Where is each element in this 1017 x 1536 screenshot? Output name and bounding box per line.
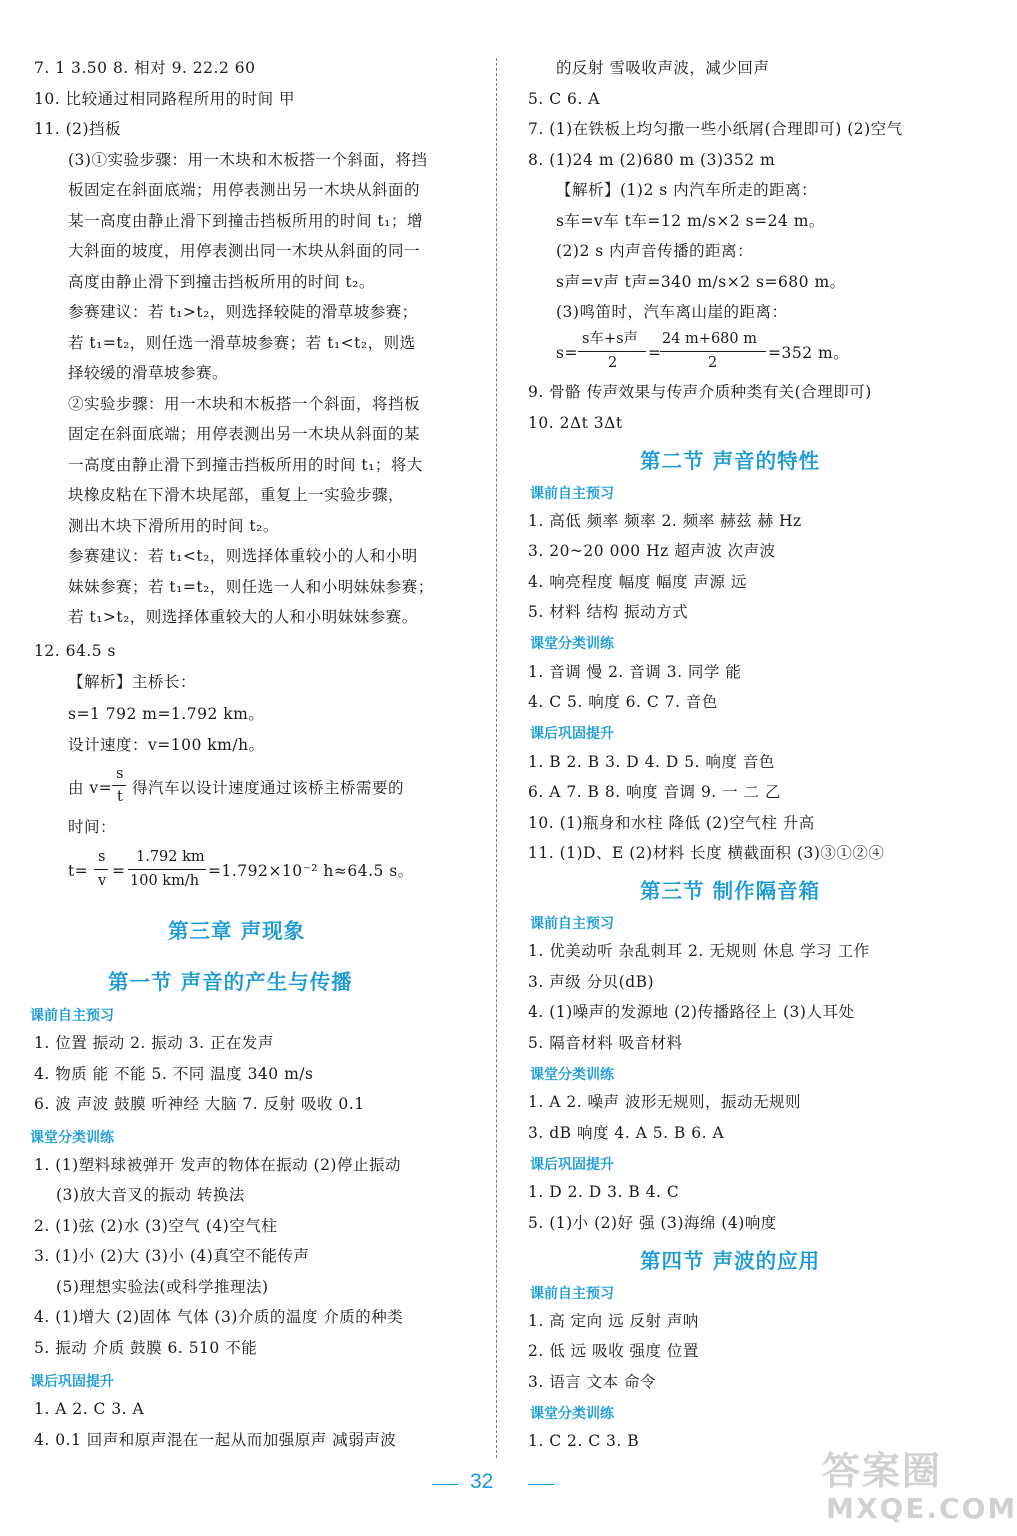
formula-line: s= bbox=[556, 344, 578, 362]
answer-line: 8. (1)24 m (2)680 m (3)352 m bbox=[528, 151, 776, 169]
watermark-bottom-text: MXQE.COM bbox=[826, 1492, 1017, 1525]
answer-line: 4. C 5. 响度 6. C 7. 音色 bbox=[528, 693, 718, 711]
answer-line: 1. A 2. 噪声 波形无规则，振动无规则 bbox=[528, 1093, 801, 1111]
column-divider bbox=[496, 58, 497, 1458]
answer-line: 3. (1)小 (2)大 (3)小 (4)真空不能传声 bbox=[34, 1247, 310, 1265]
fraction-bar bbox=[578, 351, 646, 352]
answer-line: 5. 隔音材料 吸音材料 bbox=[528, 1034, 683, 1052]
section-title: 第二节 声音的特性 bbox=[640, 449, 821, 473]
answer-line: 1. B 2. B 3. D 4. D 5. 响度 音色 bbox=[528, 753, 775, 771]
subsection-heading: 课堂分类训练 bbox=[30, 1130, 114, 1146]
answer-line: 11. (1)D、E (2)材料 长度 横截面积 (3)③①②④ bbox=[528, 844, 885, 862]
subsection-heading: 课前自主预习 bbox=[530, 486, 614, 502]
subsection-heading: 课前自主预习 bbox=[530, 916, 614, 932]
fraction-numerator: 1.792 km bbox=[136, 849, 205, 865]
answer-line: 参赛建议：若 t₁<t₂，则选择体重较小的人和小明 bbox=[68, 547, 418, 565]
answer-line: 5. 振动 介质 鼓膜 6. 510 不能 bbox=[34, 1339, 258, 1357]
answer-line: 4. (1)噪声的发源地 (2)传播路径上 (3)人耳处 bbox=[528, 1003, 855, 1021]
formula-line: =1.792×10⁻² h≈64.5 s。 bbox=[208, 862, 414, 880]
answer-line: 若 t₁>t₂，则选择体重较大的人和小明妹妹参赛。 bbox=[68, 608, 418, 626]
answer-line: 1. D 2. D 3. B 4. C bbox=[528, 1183, 680, 1201]
fraction-bar bbox=[94, 869, 108, 870]
fraction-bar bbox=[660, 351, 766, 352]
page-number-dash-right bbox=[528, 1484, 554, 1485]
answer-line: 7. (1)在铁板上均匀撒一些小纸屑(合理即可) (2)空气 bbox=[528, 120, 903, 138]
watermark-top-text: 答案圈 bbox=[822, 1449, 943, 1493]
subsection-heading: 课前自主预习 bbox=[30, 1008, 114, 1024]
answer-line: 3. dB 响度 4. A 5. B 6. A bbox=[528, 1124, 725, 1142]
answer-line: 1. A 2. C 3. A bbox=[34, 1400, 145, 1418]
answer-line: 固定在斜面底端；用停表测出另一木块从斜面的某 bbox=[68, 425, 421, 443]
analysis-label: 【解析】(1)2 s 内汽车所走的距离： bbox=[556, 181, 818, 199]
answer-line: ②实验步骤：用一木块和木板搭一个斜面，将挡板 bbox=[68, 395, 421, 413]
answer-line: 板固定在斜面底端；用停表测出另一木块从斜面的 bbox=[68, 181, 421, 199]
subsection-heading: 课前自主预习 bbox=[530, 1286, 614, 1302]
answer-line: 5. 材料 结构 振动方式 bbox=[528, 603, 689, 621]
formula-line: (2)2 s 内声音传播的距离： bbox=[556, 242, 754, 260]
fraction-denominator: 100 km/h bbox=[130, 873, 200, 889]
subsection-heading: 课后巩固提升 bbox=[530, 726, 614, 742]
fraction-denominator: v bbox=[98, 873, 107, 889]
answer-line: 7. 1 3.50 8. 相对 9. 22.2 60 bbox=[34, 59, 256, 77]
answer-line: 4. 物质 能 不能 5. 不同 温度 340 m/s bbox=[34, 1065, 314, 1083]
answer-line: 2. 低 远 吸收 强度 位置 bbox=[528, 1342, 699, 1360]
answer-line: 4. (1)增大 (2)固体 气体 (3)介质的温度 介质的种类 bbox=[34, 1308, 404, 1326]
formula-line: 时间： bbox=[68, 818, 117, 836]
answer-line: 12. 64.5 s bbox=[34, 642, 116, 660]
answer-line: 参赛建议：若 t₁>t₂，则选择较陡的滑草坡参赛； bbox=[68, 303, 418, 321]
answer-line: 高度由静止滑下到撞击挡板所用的时间 t₂。 bbox=[68, 273, 375, 291]
answer-line: 3. 20~20 000 Hz 超声波 次声波 bbox=[528, 542, 776, 560]
answer-line: 1. 高 定向 远 反射 声呐 bbox=[528, 1312, 699, 1330]
analysis-label: 【解析】主桥长： bbox=[68, 673, 197, 691]
answer-line: 若 t₁=t₂，则任选一滑草坡参赛；若 t₁<t₂，则选 bbox=[68, 334, 416, 352]
subsection-heading: 课堂分类训练 bbox=[530, 636, 614, 652]
formula-line: (3)鸣笛时，汽车离山崖的距离： bbox=[556, 303, 788, 321]
subsection-heading: 课后巩固提升 bbox=[530, 1157, 614, 1173]
chapter-title: 第三章 声现象 bbox=[168, 919, 306, 943]
formula-line: s车=v车 t车=12 m/s×2 s=24 m。 bbox=[556, 212, 825, 230]
section-title: 第四节 声波的应用 bbox=[640, 1249, 821, 1273]
answer-line: 2. (1)弦 (2)水 (3)空气 (4)空气柱 bbox=[34, 1217, 278, 1235]
formula-line: s=1 792 m=1.792 km。 bbox=[68, 705, 265, 723]
answer-line: 1. 音调 慢 2. 音调 3. 同学 能 bbox=[528, 663, 742, 681]
fraction-numerator: s bbox=[98, 849, 106, 865]
subsection-heading: 课堂分类训练 bbox=[530, 1406, 614, 1422]
section-title: 第一节 声音的产生与传播 bbox=[108, 970, 353, 994]
answer-line: 9. 骨骼 传声效果与传声介质种类有关(合理即可) bbox=[528, 383, 872, 401]
answer-line: 10. (1)瓶身和水柱 降低 (2)空气柱 升高 bbox=[528, 814, 815, 832]
answer-line: 测出木块下滑所用的时间 t₂。 bbox=[68, 517, 279, 535]
answer-line: 4. 0.1 回声和原声混在一起从而加强原声 减弱声波 bbox=[34, 1431, 397, 1449]
answer-line: 1. C 2. C 3. B bbox=[528, 1432, 640, 1450]
page-number-dash-left bbox=[432, 1484, 458, 1485]
answer-line: 5. (1)小 (2)好 强 (3)海绵 (4)响度 bbox=[528, 1214, 777, 1232]
answer-line: 一高度由静止滑下到撞击挡板所用的时间 t₁；将大 bbox=[68, 456, 423, 474]
formula-line: 由 v= bbox=[68, 779, 113, 797]
formula-line: 得汽车以设计速度通过该桥主桥需要的 bbox=[132, 779, 405, 797]
fraction-denominator: 2 bbox=[608, 355, 618, 371]
fraction-numerator: s车+s声 bbox=[582, 331, 639, 347]
subsection-heading: 课堂分类训练 bbox=[530, 1067, 614, 1083]
fraction-bar bbox=[128, 869, 206, 870]
subsection-heading: 课后巩固提升 bbox=[30, 1374, 114, 1390]
answer-line: 5. C 6. A bbox=[528, 90, 600, 108]
formula-line: = bbox=[112, 862, 126, 880]
answer-line: 某一高度由静止滑下到撞击挡板所用的时间 t₁；增 bbox=[68, 212, 423, 230]
answer-line: 4. 响亮程度 幅度 幅度 声源 远 bbox=[528, 573, 747, 591]
formula-line: s声=v声 t声=340 m/s×2 s=680 m。 bbox=[556, 273, 846, 291]
answer-line: 3. 语言 文本 命令 bbox=[528, 1373, 657, 1391]
answer-line: 妹妹参赛；若 t₁=t₂，则任选一人和小明妹妹参赛； bbox=[68, 578, 434, 596]
answer-line: (5)理想实验法(或科学推理法) bbox=[56, 1278, 269, 1296]
page-number: 32 bbox=[470, 1470, 494, 1493]
answer-line: 的反射 雪吸收声波，减少回声 bbox=[556, 59, 770, 77]
formula-line: = bbox=[648, 344, 662, 362]
answer-line: 1. 位置 振动 2. 振动 3. 正在发声 bbox=[34, 1034, 274, 1052]
answer-line: 择较缓的滑草坡参赛。 bbox=[68, 364, 229, 382]
answer-line: 1. 优美动听 杂乱刺耳 2. 无规则 休息 学习 工作 bbox=[528, 942, 870, 960]
answer-line: 3. 声级 分贝(dB) bbox=[528, 973, 655, 991]
formula-line: 设计速度：v=100 km/h。 bbox=[68, 736, 265, 754]
answer-line: 6. A 7. B 8. 响度 音调 9. 一 二 乙 bbox=[528, 783, 782, 801]
answer-line: (3)①实验步骤：用一木块和木板搭一个斜面，将挡 bbox=[68, 151, 428, 169]
answer-line: 6. 波 声波 鼓膜 听神经 大脑 7. 反射 吸收 0.1 bbox=[34, 1095, 365, 1113]
answer-line: (3)放大音叉的振动 转换法 bbox=[56, 1186, 245, 1204]
answer-line: 10. 比较通过相同路程所用的时间 甲 bbox=[34, 90, 296, 108]
answer-line: 块橡皮粘在下滑木块尾部，重复上一实验步骤， bbox=[68, 486, 405, 504]
fraction-bar bbox=[112, 785, 126, 786]
formula-line: t= bbox=[68, 862, 89, 880]
answer-line: 1. (1)塑料球被弹开 发声的物体在振动 (2)停止振动 bbox=[34, 1156, 401, 1174]
fraction-numerator: s bbox=[116, 766, 124, 782]
formula-line: =352 m。 bbox=[768, 344, 850, 362]
answer-line: 大斜面的坡度，用停表测出同一木块从斜面的同一 bbox=[68, 242, 421, 260]
fraction-numerator: 24 m+680 m bbox=[662, 331, 757, 347]
answer-line: 11. (2)挡板 bbox=[34, 120, 122, 138]
fraction-denominator: t bbox=[117, 789, 123, 805]
fraction-denominator: 2 bbox=[708, 355, 718, 371]
answer-line: 1. 高低 频率 频率 2. 频率 赫兹 赫 Hz bbox=[528, 512, 802, 530]
answer-line: 10. 2Δt 3Δt bbox=[528, 414, 623, 432]
section-title: 第三节 制作隔音箱 bbox=[640, 879, 821, 903]
watermark-logo bbox=[822, 1440, 1017, 1532]
